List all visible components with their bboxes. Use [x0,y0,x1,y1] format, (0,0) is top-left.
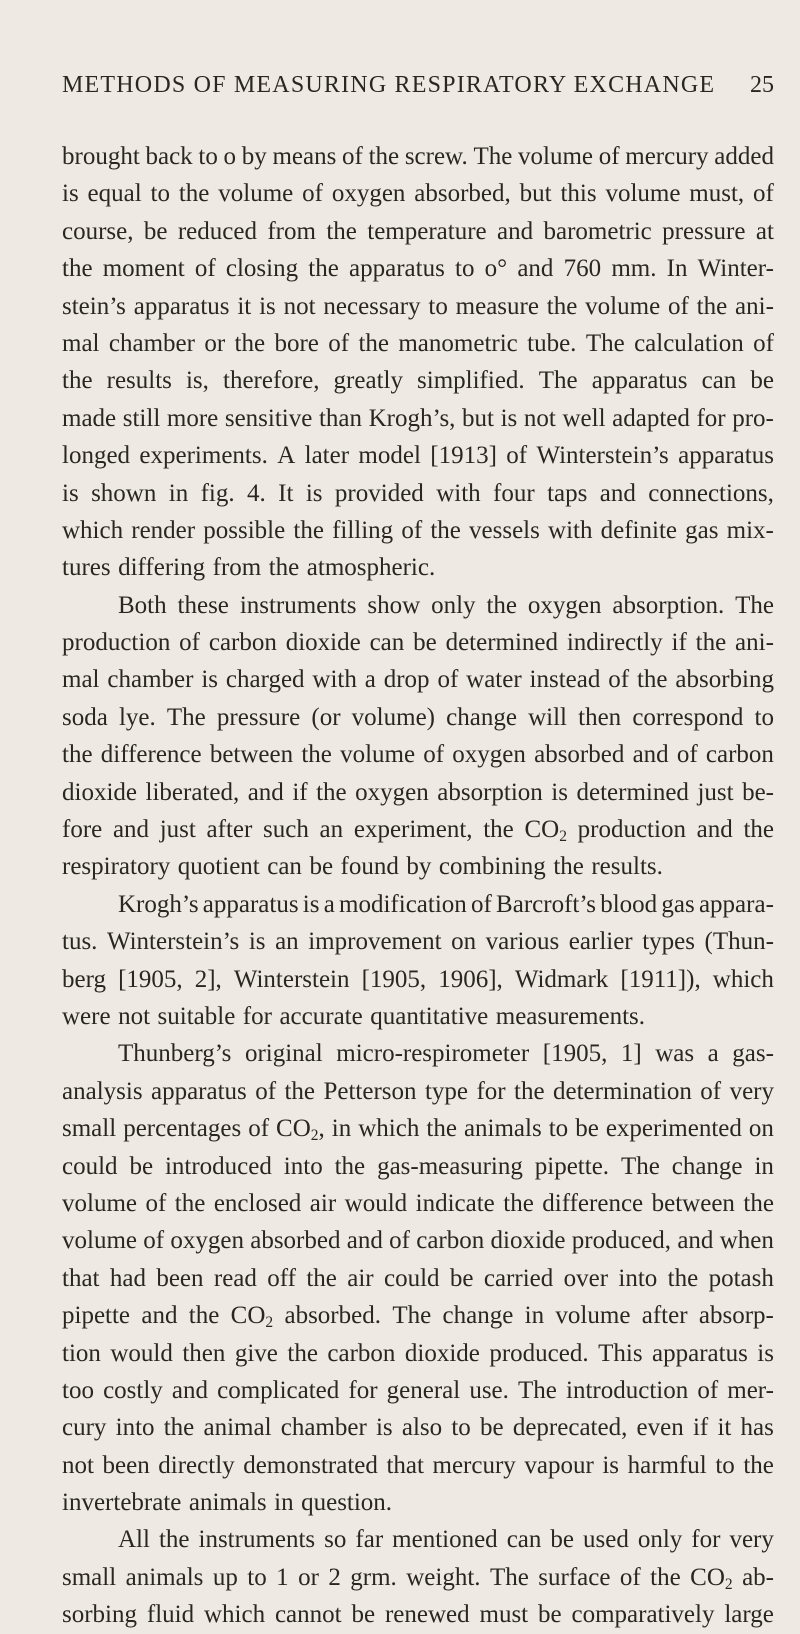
text-line: respiratory quotient can be found by combining the results. [62,853,663,881]
page-number: 25 [750,72,774,98]
text-line: longed experiments. A later model [1913] of Winterstein’s apparatus [62,442,774,470]
text-line: small percentages of $CO_2$, in which the animals to be experimented on [62,1115,774,1145]
text-line: too costly and complicated for general use. The introduction of mer- [62,1376,774,1404]
text-line: mal chamber or the bore of the manometric tube. The calculation of [62,329,774,357]
text-line: is equal to the volume of oxygen absorbed, but this volume must, of [62,180,774,208]
text-line: were not suitable for accurate quantitative measurements. [62,1002,646,1030]
text-line: course, be reduced from the temperature and barometric pressure at [62,217,774,245]
text-line: volume of the enclosed air would indicate the difference between the [62,1189,774,1217]
body-text [62,138,774,1634]
text-line: invertebrate animals in question. [62,1489,393,1517]
text-line: volume of oxygen absorbed and of carbon dioxide produced, and when [62,1227,774,1255]
text-line: tus. Winterstein’s is an improvement on various earlier types (Thun- [62,928,774,956]
text-line: mal chamber is charged with a drop of water instead of the absorbing [62,666,774,694]
text-line: which render possible the filling of the vessels with definite gas mix- [62,516,774,544]
text-line: production of carbon dioxide can be determined indirectly if the ani- [62,629,774,657]
text-line: is shown in fig. 4. It is provided with four taps and connections, [62,479,774,507]
text-line: could be introduced into the gas-measuring pipette. The change in [62,1152,774,1180]
text-line: tion would then give the carbon dioxide produced. This apparatus is [62,1339,774,1367]
text-line: not been directly demonstrated that mercury vapour is harmful to the [62,1451,774,1479]
text-line: cury into the animal chamber is also to be deprecated, even if it has [62,1414,774,1442]
text-line: small animals up to 1 or 2 grm. weight. The surface of the $CO_2$ ab- [62,1563,774,1593]
running-header-title: METHODS OF MEASURING RESPIRATORY EXCHANGE [62,72,716,98]
text-line: berg [1905, 2], Winterstein [1905, 1906], Widmark [1911]), which [62,965,774,993]
text-line: soda lye. The pressure (or volume) change will then correspond to [62,703,774,731]
text-line: fore and just after such an experiment, the $CO_2$ production and the [62,816,774,845]
running-header [62,72,774,99]
text-line: tures differing from the atmospheric. [62,554,436,582]
text-line: the difference between the volume of oxygen absorbed and of carbon [62,741,774,769]
text-line: pipette and the $CO_2$ absorbed. The change in volume after absorp- [62,1302,774,1331]
text-line: brought back to o by means of the screw. The volume of mercury added [62,143,774,170]
text-line: the results is, therefore, greatly simplified. The apparatus can be [62,367,774,395]
text-line: the moment of closing the apparatus to o° and 760 mm. In Winter- [62,255,774,283]
text-line: Both these instruments show only the oxygen absorption. The [118,591,774,619]
text-line: made still more sensitive than Krogh’s, but is not well adapted for pro- [62,404,774,432]
text-line: stein’s apparatus it is not necessary to measure the volume of the ani- [62,292,774,320]
text-line: that had been read off the air could be carried over into the potash [62,1264,774,1292]
text-line: All the instruments so far mentioned can be used only for very [118,1526,774,1554]
text-line: sorbing fluid which cannot be renewed must be comparatively large [62,1601,774,1629]
text-line: dioxide liberated, and if the oxygen absorption is determined just be- [62,778,774,806]
text-line: Krogh’s apparatus is a modification of Barcroft’s blood gas appara- [118,890,774,918]
text-line: Thunberg’s original micro-respirometer [1905, 1] was a gas- [118,1040,774,1068]
text-line: analysis apparatus of the Petterson type for the determination of very [62,1077,774,1105]
